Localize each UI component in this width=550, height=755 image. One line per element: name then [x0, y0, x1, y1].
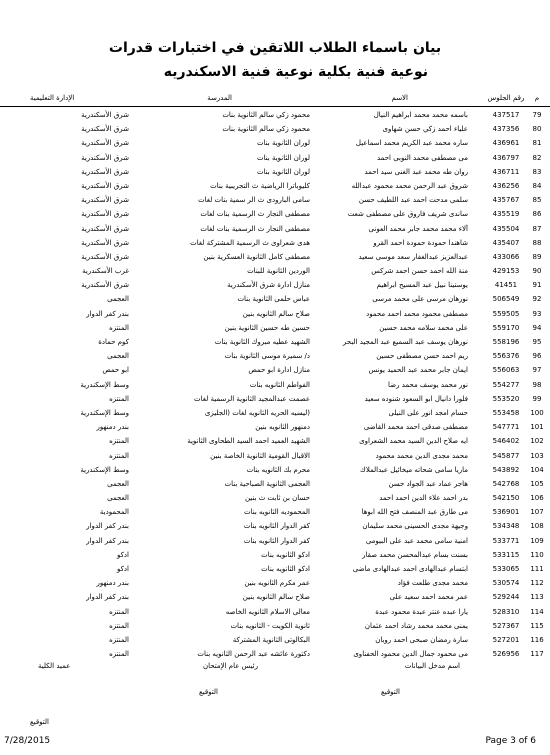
seat-number: 41451 — [494, 281, 518, 290]
student-name: مى محمود جمال الدين محمود الحفناوى — [353, 650, 468, 659]
school-name: (ليسيه الحريه الثانويه لغات (الجليزى — [204, 408, 310, 417]
school-name: حسين طه حسين الثانوية بنين — [224, 323, 310, 332]
row-number: 110 — [530, 550, 544, 559]
student-name: يارا عبده عنتر عبدة محمود عبدة — [375, 607, 468, 616]
table-row — [0, 349, 550, 363]
seat-number: 433066 — [492, 252, 520, 261]
education-admin: شرق الأسكندرية — [81, 252, 129, 261]
row-number: 92 — [532, 295, 542, 304]
table-row — [0, 307, 550, 321]
row-number: 80 — [532, 125, 542, 134]
school-name: الشهيد العميد احمد السيد الطحاوى الثانوية — [187, 437, 310, 446]
student-name: ايمان جابر محمد عبد الحميد يونس — [368, 366, 468, 375]
education-admin: العجمى — [107, 494, 129, 503]
school-name: مصطفى النجار ث الرسمية بنات لغات — [200, 210, 310, 219]
student-name: نورهان مرسى على محمد مرسى — [372, 295, 468, 304]
student-name: حسام امجد انور على النيلى — [388, 408, 468, 417]
seat-number: 554277 — [492, 380, 520, 389]
table-row — [0, 151, 550, 165]
student-name: منة الله احمد حسن احمد شركس — [371, 267, 468, 276]
school-name: البكالوتى الثانوية المشتركة — [232, 635, 310, 644]
education-admin: شرق الأسكندرية — [81, 238, 129, 247]
school-name: هدى شعراوى ث الرسمية المشتركة لغات — [190, 238, 310, 247]
school-name: عباس حلمى الثانوية بنات — [237, 295, 310, 304]
table-row — [0, 406, 550, 420]
table-row — [0, 207, 550, 221]
school-name: معالى الاسلام الثانويه الخاصه — [225, 607, 310, 616]
seat-number: 556063 — [492, 366, 520, 375]
student-name: باسمه محمد محمد ابراهيم النيال — [373, 111, 468, 119]
seat-number: 435504 — [492, 224, 520, 233]
table-row — [0, 548, 550, 562]
school-name: د/ سميرة موسى الثانوية بنات — [224, 352, 310, 361]
education-admin: غرب الأسكندرية — [82, 267, 129, 276]
row-number: 101 — [530, 423, 544, 432]
table-row — [0, 250, 550, 264]
school-name: الفواطم الثانويه بنات — [249, 380, 310, 389]
table-row — [0, 619, 550, 633]
school-name: عمر مكرم الثانويه بنين — [244, 579, 310, 588]
education-admin: شرق الأسكندرية — [81, 167, 129, 176]
row-number: 83 — [532, 167, 542, 176]
seat-number: 526956 — [492, 650, 520, 659]
student-name: ريم احمد حسن مصطفى حسين — [376, 352, 468, 361]
row-number: 116 — [530, 635, 544, 644]
seat-number: 527201 — [492, 635, 520, 644]
education-admin: المحمودية — [99, 508, 129, 517]
table-row — [0, 491, 550, 505]
table-row — [0, 647, 550, 661]
table-row — [0, 633, 550, 647]
row-number: 87 — [532, 224, 542, 233]
column-header-seat: رقم الجلوس — [487, 94, 525, 102]
education-admin: شرق الأسكندرية — [81, 210, 129, 219]
column-header-m: م — [534, 94, 540, 102]
row-number: 88 — [532, 238, 542, 247]
seat-number: 553520 — [492, 394, 520, 403]
education-admin: المنتزه — [109, 607, 129, 616]
row-number: 99 — [532, 394, 542, 403]
table-header — [0, 94, 550, 106]
print-date: 7/28/2015 — [4, 736, 51, 746]
table-row — [0, 392, 550, 406]
seat-number: 436711 — [492, 167, 520, 176]
table-row — [0, 505, 550, 519]
seat-number: 436797 — [492, 153, 520, 162]
education-admin: شرق الأسكندرية — [81, 153, 129, 162]
school-name: سامى البارودى ث الر سمية بنات لغات — [198, 196, 310, 205]
student-name: شاهندا حمودة حمودة احمد القرو — [373, 238, 468, 247]
education-admin: وسط الإسكندرية — [80, 408, 129, 417]
exam-head-label: رئيس عام الإمتحان — [202, 662, 258, 670]
education-admin: شرق الأسكندرية — [81, 111, 129, 119]
table-row — [0, 222, 550, 236]
table-row — [0, 165, 550, 179]
table-row — [0, 264, 550, 278]
table-row — [0, 562, 550, 576]
row-number: 96 — [532, 352, 542, 361]
row-number: 89 — [532, 252, 542, 261]
seat-number: 429153 — [492, 267, 520, 276]
education-admin: كوم حمادة — [98, 338, 129, 346]
education-admin: المنتزه — [109, 437, 129, 446]
row-number: 79 — [532, 111, 542, 119]
row-number: 93 — [532, 309, 542, 318]
row-number: 90 — [532, 267, 542, 276]
seat-number: 529244 — [492, 593, 520, 602]
row-number: 109 — [530, 536, 544, 545]
student-name: وجيهة مجدى الحسينى محمد سليمان — [362, 522, 468, 531]
row-number: 86 — [532, 210, 542, 219]
table-row — [0, 420, 550, 434]
document-title: بيان باسماء الطلاب اللاتقين في اختبارات قدرات — [108, 40, 442, 56]
seat-number: 545877 — [492, 451, 520, 460]
seat-number: 553458 — [492, 408, 520, 417]
row-number: 105 — [530, 479, 544, 488]
education-admin: شرق الأسكندرية — [81, 196, 129, 205]
seat-number: 437356 — [492, 125, 520, 134]
student-name: يمنى محمد محمد رشاد احمد عثمان — [364, 621, 468, 630]
student-name: ساندى شريف فاروق على مصطفى شعت — [347, 210, 468, 219]
school-name: محمود زكي سالم الثانوية بنات — [222, 125, 310, 134]
school-name: كفر الدوار الثانويه بنات — [243, 522, 310, 531]
student-name: بدر احمد علاء الدين احمد احمد — [379, 494, 468, 503]
seat-number: 546402 — [492, 437, 520, 446]
header-divider — [0, 106, 550, 107]
student-name: آلاء محمد محمد جابر محمد العونى — [368, 224, 468, 233]
table-row — [0, 463, 550, 477]
school-name: لوران الثانوية بنات — [256, 139, 310, 148]
student-name: ساره محمد عبد الكريم محمد اسماعيل — [355, 139, 468, 148]
table-body — [0, 108, 550, 661]
student-name: مصطفى محمود محمد احمد محمود — [366, 309, 468, 318]
education-admin: بندر كفر الدوار — [86, 593, 129, 602]
school-name: منازل ادارة ابو حمص — [248, 366, 310, 375]
seat-number: 527367 — [492, 621, 520, 630]
row-number: 81 — [532, 139, 542, 148]
table-row — [0, 363, 550, 377]
education-admin: ادكو — [116, 550, 129, 559]
row-number: 98 — [532, 380, 542, 389]
education-admin: شرق الأسكندرية — [81, 139, 129, 148]
seat-number: 436961 — [492, 139, 520, 148]
seat-number: 556376 — [492, 352, 520, 361]
education-admin: بندر دمنهور — [96, 579, 129, 588]
seat-number: 533065 — [492, 565, 520, 573]
education-admin: ابو حمص — [102, 366, 129, 375]
student-name: سارة رمضان صبحى احمد روبان — [375, 635, 468, 644]
school-name: العجمى الثانوية الصباحية بنات — [224, 479, 310, 488]
seat-number: 542150 — [492, 494, 520, 503]
seat-number: 436256 — [492, 181, 520, 190]
signature-label-3: التوقيع — [30, 718, 49, 726]
school-name: عصمت عبدالمجيد الثانوية الرسمية لغات — [194, 394, 310, 403]
student-name: نور محمد يوسف محمد رضا — [388, 380, 468, 389]
school-name: لوران الثانوية بنات — [256, 153, 310, 162]
table-row — [0, 378, 550, 392]
education-admin: المنتزه — [109, 650, 129, 659]
row-number: 104 — [530, 465, 544, 474]
school-name: محرم بك الثانويه بنات — [246, 465, 310, 474]
row-number: 95 — [532, 338, 542, 346]
table-row — [0, 278, 550, 292]
school-name: كفر الدوار الثانويه بنات — [243, 536, 310, 545]
school-name: دمنهور الثانويه بنين — [255, 423, 310, 432]
education-admin: بندر كفر الدوار — [86, 309, 129, 318]
school-name: الوردين الثانوية للبنات — [247, 267, 310, 276]
data-entry-label: اسم مدخل البيانات — [404, 662, 460, 670]
student-name: على محمد سلامه محمد حسين — [379, 323, 468, 332]
education-admin: شرق الأسكندرية — [81, 281, 129, 290]
education-admin: وسط الإسكندرية — [80, 465, 129, 474]
seat-number: 528310 — [492, 607, 520, 616]
seat-number: 533771 — [492, 536, 520, 545]
school-name: مصطفى كامل الثانوية العسكرية بنين — [203, 252, 310, 261]
dean-label: عميد الكلية — [38, 662, 71, 670]
education-admin: بندر دمنهور — [96, 423, 129, 432]
row-number: 102 — [530, 437, 544, 446]
row-number: 100 — [530, 408, 544, 417]
school-name: المحموديه الثانويه بنات — [244, 508, 310, 517]
row-number: 111 — [530, 565, 544, 573]
table-row — [0, 292, 550, 306]
table-row — [0, 193, 550, 207]
document-subtitle: نوعية فنية بكلية نوعية فنية الاسكندريه — [163, 64, 428, 80]
student-name: نورهان يوسف عبد السميع عبد المجيد البحر — [342, 338, 468, 346]
table-row — [0, 335, 550, 349]
table-row — [0, 434, 550, 448]
education-admin: العجمى — [107, 352, 129, 361]
table-row — [0, 605, 550, 619]
table-row — [0, 108, 550, 122]
education-admin: العجمى — [107, 479, 129, 488]
student-name: ابتسام عبدالهادى احمد عبدالهادى ماضى — [352, 565, 468, 573]
column-header-school: المدرسة — [207, 94, 232, 102]
student-name: مصطفى صدقى احمد محمد القاضى — [363, 423, 468, 432]
education-admin: بندر كفر الدوار — [86, 536, 129, 545]
seat-number: 547771 — [492, 423, 520, 432]
student-name: بسنت بسام عبدالمحسن محمد صقار — [362, 550, 468, 559]
school-name: الاقبال القومية الثانوية الخاصة بنين — [210, 451, 310, 460]
school-name: محمود زكي سالم الثانوية بنات — [222, 111, 310, 119]
row-number: 94 — [532, 323, 542, 332]
seat-number: 542768 — [492, 479, 520, 488]
school-name: لوران الثانوية بنات — [256, 167, 310, 176]
student-name: امنية سامى محمد عبد على البيومى — [365, 536, 468, 545]
seat-number: 506549 — [492, 295, 520, 304]
row-number: 114 — [530, 607, 544, 616]
row-number: 84 — [532, 181, 542, 190]
seat-number: 559505 — [492, 309, 520, 318]
row-number: 115 — [530, 621, 544, 630]
education-admin: المنتزه — [109, 635, 129, 644]
page-number: Page 3 of 6 — [485, 736, 536, 746]
student-name: عمر محمد احمد سعيد على — [389, 593, 468, 602]
row-number: 112 — [530, 579, 544, 588]
row-number: 117 — [530, 650, 544, 659]
seat-number: 437517 — [492, 111, 520, 119]
table-row — [0, 321, 550, 335]
student-name: عبدالعزيز عبدالغفار سعد موسى سعيد — [358, 252, 468, 261]
school-name: ادكو الثانويه بنات — [261, 565, 310, 573]
column-header-name: الاسم — [391, 94, 408, 102]
student-name: علياء احمد زكي حسن شهاوى — [382, 125, 468, 134]
table-row — [0, 576, 550, 590]
row-number: 103 — [530, 451, 544, 460]
student-name: فلورا دانيال ابو السعود شنوده سعيد — [364, 394, 468, 403]
seat-number: 435519 — [492, 210, 520, 219]
student-name: روان طه محمد عبد الغنى سيد احمد — [364, 167, 468, 176]
education-admin: بندر كفر الدوار — [86, 522, 129, 531]
education-admin: وسط الإسكندرية — [80, 380, 129, 389]
school-name: ادكو الثانويه بنات — [261, 550, 310, 559]
table-row — [0, 122, 550, 136]
student-name: محمد مجدى الدين محمد محمود — [375, 451, 468, 460]
seat-number: 534348 — [492, 522, 520, 531]
education-admin: العجمى — [107, 295, 129, 304]
school-name: دكتورة عائشه عبد الرحمن الثانويه بنات — [197, 650, 310, 659]
student-name: هاجر عماد عبد الجواد حسن — [388, 479, 468, 488]
seat-number: 435767 — [492, 196, 520, 205]
education-admin: المنتزه — [109, 621, 129, 630]
education-admin: المنتزه — [109, 394, 129, 403]
seat-number: 530574 — [492, 579, 520, 588]
student-name: سلمى مدحت احمد عبد اللطيف حسن — [358, 196, 468, 205]
row-number: 106 — [530, 494, 544, 503]
student-name: ايه صلاح الدين السيد محمد الشعراوى — [359, 437, 468, 446]
student-name: ماريا سامى شحاته ميخائيل عبدالملاك — [360, 465, 468, 474]
school-name: الشهيد عطيه مبروك الثانوية بنات — [214, 338, 310, 346]
student-name: محمد مجدى طلعت فؤاد — [397, 579, 468, 588]
signature-label-1: التوقيع — [381, 688, 400, 696]
education-admin: شرق الأسكندرية — [81, 224, 129, 233]
seat-number: 435407 — [492, 238, 520, 247]
student-name: شروق عبد الرحمن محمد محمود عبدالله — [351, 181, 468, 190]
school-name: منازل ادارة شرق الأسكندرية — [227, 281, 310, 290]
school-name: كليوباترا الرياضية ث التجريبية بنات — [210, 181, 310, 190]
table-row — [0, 136, 550, 150]
school-name: صلاح سالم الثانويه بنين — [242, 593, 310, 602]
seat-number: 533115 — [492, 550, 520, 559]
signature-label-2: التوقيع — [199, 688, 218, 696]
table-row — [0, 449, 550, 463]
seat-number: 559170 — [492, 323, 520, 332]
student-name: مى مصطفى محمد النوبى احمد — [377, 153, 468, 162]
table-row — [0, 590, 550, 604]
row-number: 107 — [530, 508, 544, 517]
school-name: حسان بن ثابت ث بنين — [244, 494, 310, 503]
seat-number: 558196 — [492, 338, 520, 346]
student-name: يوستينا نبيل عبد المسيح ابراهيم — [376, 281, 468, 290]
table-row — [0, 236, 550, 250]
row-number: 97 — [532, 366, 542, 375]
column-header-admin: الإدارة التعليمية — [30, 94, 75, 102]
table-row — [0, 477, 550, 491]
row-number: 91 — [532, 281, 542, 290]
student-name: مى طارق عبد المنصف فتح الله ابوها — [361, 508, 468, 517]
table-row — [0, 534, 550, 548]
school-name: صلاح سالم الثانويه بنين — [242, 309, 310, 318]
education-admin: المنتزه — [109, 451, 129, 460]
row-number: 82 — [532, 153, 542, 162]
row-number: 113 — [530, 593, 544, 602]
row-number: 108 — [530, 522, 544, 531]
table-row — [0, 519, 550, 533]
seat-number: 536901 — [492, 508, 520, 517]
table-row — [0, 179, 550, 193]
education-admin: المنتزه — [109, 323, 129, 332]
education-admin: ادكو — [116, 565, 129, 573]
education-admin: شرق الأسكندرية — [81, 125, 129, 134]
seat-number: 543892 — [492, 465, 520, 474]
row-number: 85 — [532, 196, 542, 205]
education-admin: شرق الأسكندرية — [81, 181, 129, 190]
school-name: مصطفى النجار ث الرسمية بنات لغات — [200, 224, 310, 233]
school-name: ثانوية الكويت - الثانويه بنات — [230, 621, 310, 630]
